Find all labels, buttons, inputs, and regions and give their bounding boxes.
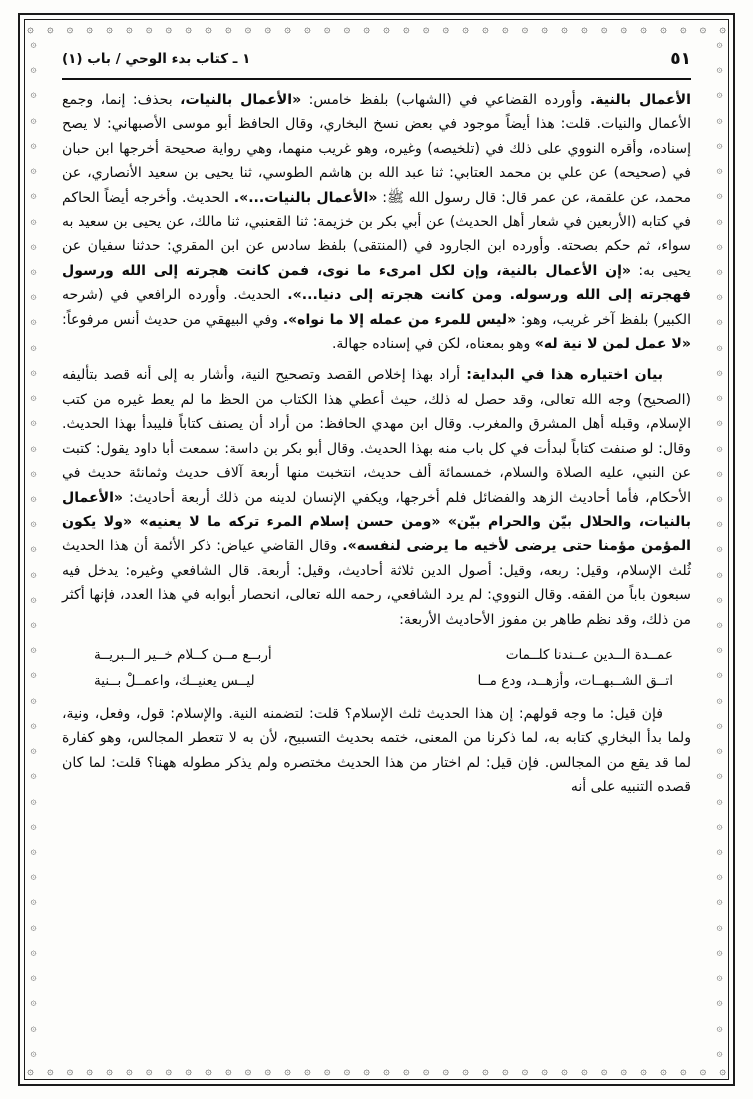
ornament-glyph: ۞	[600, 22, 608, 35]
ornamental-band-left	[26, 40, 41, 1059]
ornament-glyph: ۞	[30, 997, 37, 1009]
paragraph: الأعمال بالنية. وأورده القضاعي في (الشهاب) بلفظ خامس: «الأعمال بالنيات، بحذف: إنما، وجمع الأعمال والنيات. قلت: هذا أيضاً موجود في بعض نسخ البخاري، وقال الحافظ أبو موسى الأصبهاني: لا يصح إسناده، وأقره النووي على ذلك في (تلخيصه) وغيره، وهو غريب منهما، وهي رواية صحيحة أخرجها ابن حبان في (صحيحه) عن علي بن محمد العتابي: ثنا عبد الله بن هاشم الطوسي، ثنا يحيى بن سعيد الأنصاري، عن محمد، عن علقمة، عن عمر قال: قال رسول الله ﷺ: «الأعمال بالنيات...». الحديث. وأخرجه أيضاً الحاكم في كتابه (الأربعين في شعار أهل الحديث) عن أبي بكر بن خزيمة: ثنا القعنبي، ثنا مالك، عن يحيى بن سعيد به سواء، ثم حكم بصحته. وأورده ابن الجارود في (المنتقى) بلفظ سادس عن ابن المقري: حدثنا سفيان عن يحيى به: «إن الأعمال بالنية، وإن لكل امرىء ما نوى، فمن كانت هجرته إلى الله ورسول فهجرته إلى الله ورسوله. ومن كانت هجرته إلى دنيا...». الحديث. وأورده الرافعي في (شرحه الكبير) بلفظ آخر غريب، وهو: «ليس للمرء من عمله إلا ما نواه». وفي البيهقي من حديث أنس مرفوعاً: «لا عمل لمن لا نية له» وهو بمعناه، لكن في إسناده جهالة.	[62, 92, 692, 353]
ornament-glyph: ۞	[541, 1064, 548, 1077]
ornament-glyph: ۞	[145, 1064, 153, 1077]
ornament-glyph: ۞	[66, 1064, 74, 1077]
ornament-glyph: ۞	[442, 1064, 450, 1077]
ornament-glyph: ۞	[716, 719, 723, 731]
ornament-glyph: ۞	[30, 795, 37, 807]
ornament-glyph: ۞	[403, 22, 410, 35]
ornament-glyph: ۞	[716, 114, 723, 126]
ornament-glyph: ۞	[403, 1064, 410, 1077]
ornament-glyph: ۞	[165, 1064, 173, 1077]
ornament-glyph: ۞	[716, 745, 723, 757]
ornament-glyph: ۞	[640, 22, 647, 35]
ornament-glyph: ۞	[716, 215, 723, 227]
paragraph: فإن قيل: ما وجه قولهم: إن هذا الحديث ثلث الإسلام؟ قلت: لتضمنه النية. والإسلام: قول، وفعل، ونية، ولما بدأ البخاري كتابه به، لما ذكرنا من المعنى، ختمه بحديث التسبيح، لأن به لا تتعطر المجالس، وهو كفارة لما قد يقع من المجالس. فإن قيل: لم اختار من هذا الحديث مختصره ولم يذكر مطوله ههنا؟ قلت: لما كان قصده التنبيه على أنه	[62, 705, 691, 796]
page-header	[62, 44, 691, 74]
ornament-glyph: ۞	[716, 619, 723, 631]
ornament-glyph: ۞	[30, 165, 37, 177]
verse-hemistich-first: اتــق الشــبهــات، وأزهــد، ودع مــا	[477, 672, 673, 689]
ornament-glyph: ۞	[422, 22, 430, 35]
verse-block	[62, 642, 691, 694]
ornament-glyph: ۞	[30, 89, 37, 101]
ornament-glyph: ۞	[521, 1064, 529, 1077]
ornament-glyph: ۞	[145, 22, 153, 35]
ornament-glyph: ۞	[27, 1064, 34, 1077]
ornament-glyph: ۞	[284, 1064, 291, 1077]
ornament-glyph: ۞	[30, 745, 37, 757]
ornamental-band-bottom	[25, 1062, 728, 1079]
ornament-glyph: ۞	[716, 139, 723, 151]
ornament-glyph: ۞	[185, 22, 192, 35]
ornament-glyph: ۞	[66, 22, 74, 35]
ornament-glyph: ۞	[581, 22, 588, 35]
ornament-glyph: ۞	[30, 190, 37, 202]
ornament-glyph: ۞	[561, 1064, 568, 1077]
ornament-glyph: ۞	[284, 22, 291, 35]
ornament-glyph: ۞	[30, 871, 37, 883]
ornament-glyph: ۞	[620, 22, 628, 35]
ornament-glyph: ۞	[716, 40, 723, 50]
ornament-glyph: ۞	[716, 972, 723, 984]
ornament-glyph: ۞	[640, 1064, 647, 1077]
ornament-glyph: ۞	[343, 22, 351, 35]
ornament-glyph: ۞	[30, 820, 37, 832]
ornament-glyph: ۞	[30, 392, 37, 404]
ornament-glyph: ۞	[86, 1064, 93, 1077]
ornament-glyph: ۞	[716, 89, 723, 101]
page-body	[62, 88, 691, 1049]
ornament-glyph: ۞	[716, 921, 723, 933]
ornament-glyph: ۞	[716, 392, 723, 404]
ornament-glyph: ۞	[716, 997, 723, 1009]
ornament-glyph: ۞	[716, 593, 723, 605]
ornament-glyph: ۞	[660, 1064, 667, 1077]
ornament-glyph: ۞	[716, 669, 723, 681]
verse-hemistich-second: ليــس يعنيــك، واعمــلْ بــنية	[94, 672, 255, 689]
ornament-glyph: ۞	[716, 240, 723, 252]
ornament-glyph: ۞	[716, 1047, 723, 1059]
verse-hemistich-first: عمــدة الــدين عــندنا كلــمات	[505, 646, 673, 663]
ornament-glyph: ۞	[716, 190, 723, 202]
ornament-glyph: ۞	[422, 1064, 430, 1077]
ornament-glyph: ۞	[30, 593, 37, 605]
ornament-glyph: ۞	[716, 467, 723, 479]
ornament-glyph: ۞	[30, 467, 37, 479]
ornament-glyph: ۞	[30, 543, 37, 555]
ornament-glyph: ۞	[30, 568, 37, 580]
ornament-glyph: ۞	[716, 543, 723, 555]
ornament-glyph: ۞	[27, 22, 34, 35]
ornament-glyph: ۞	[165, 22, 173, 35]
ornament-glyph: ۞	[30, 240, 37, 252]
ornament-glyph: ۞	[716, 291, 723, 303]
ornament-glyph: ۞	[46, 22, 54, 35]
ornament-glyph: ۞	[185, 1064, 192, 1077]
ornament-glyph: ۞	[679, 22, 687, 35]
ornament-glyph: ۞	[30, 40, 37, 50]
ornament-glyph: ۞	[521, 22, 529, 35]
ornament-glyph: ۞	[716, 896, 723, 908]
ornament-glyph: ۞	[30, 291, 37, 303]
ornament-glyph: ۞	[30, 341, 37, 353]
ornamental-band-right	[712, 40, 727, 1059]
ornament-glyph: ۞	[716, 442, 723, 454]
ornament-glyph: ۞	[482, 1064, 489, 1077]
ornament-glyph: ۞	[343, 1064, 351, 1077]
paragraph: بيان اختياره هذا في البداية: أراد بهذا إخلاص القصد وتصحيح النية، وأشار به إلى أنه قصد بتأليفه (الصحيح) وجه الله تعالى، وقد حصل له ذلك، حيث أعطي هذا الكتاب من الحظ ما لم يعط غيره من كتب الإسلام، وقبله أهل المشرق والمغرب. وقال ابن مهدي الحافظ: من أراد أن يصنف كتاباً فليبدأ بهذا الحديث. وقال: لو صنفت كتاباً لبدأت في كل باب منه بهذا الحديث. وقال أبو بكر بن داسة: سمعت أبا داود يقول: كتبت عن النبي، عليه الصلاة والسلام، خمسمائة ألف حديث، انتخبت منها أربعة آلاف حديث وثمانئة حديث في الأحكام، فأما أحاديث الزهد والفضائل فلم أخرجها، ويكفي الإنسان لدينه من ذلك أربعة أحاديث: «الأعمال بالنيات، والحلال بيّن والحرام بيّن» «ومن حسن إسلام المرء تركه ما لا يعنيه» «ولا يكون المؤمن مؤمنا حتى يرضى لأخيه ما يرضى لنفسه». وقال القاضي عياض: ذكر الأئمة أن هذا الحديث ثُلث الإسلام، وقيل: ربعه، وقيل: أصول الدين ثلاثة أحاديث، وقيل: أربعة. قال الشافعي وغيره: يدخل فيه سبعون باباً من الفقه. وقال النووي: لم يرد الشافعي، رحمه الله تعالى، انحصار أبوابه في هذا العدد، فإنها أكثر من ذلك، وقد نظم طاهر بن مفوز الأحاديث الأربعة:	[62, 367, 691, 628]
ornament-glyph: ۞	[600, 1064, 608, 1077]
ornament-glyph: ۞	[716, 795, 723, 807]
ornament-glyph: ۞	[30, 669, 37, 681]
ornament-glyph: ۞	[264, 22, 272, 35]
ornament-glyph: ۞	[30, 644, 37, 656]
verse-line	[72, 642, 681, 668]
ornamental-band-top	[25, 20, 728, 37]
chapter-title: ١ ـ كتاب بدء الوحي / باب (١)	[62, 51, 251, 67]
ornament-glyph: ۞	[581, 1064, 588, 1077]
ornament-glyph: ۞	[30, 492, 37, 504]
ornament-glyph: ۞	[716, 846, 723, 857]
ornament-glyph: ۞	[86, 22, 93, 35]
ornament-glyph: ۞	[30, 946, 37, 958]
ornament-glyph: ۞	[363, 22, 370, 35]
ornament-glyph: ۞	[30, 114, 37, 126]
ornament-glyph: ۞	[699, 22, 707, 35]
ornament-glyph: ۞	[716, 341, 723, 353]
ornament-glyph: ۞	[716, 492, 723, 504]
ornament-glyph: ۞	[699, 1064, 707, 1077]
ornament-glyph: ۞	[541, 22, 548, 35]
ornament-glyph: ۞	[501, 1064, 509, 1077]
ornament-glyph: ۞	[304, 1064, 311, 1077]
ornament-glyph: ۞	[30, 694, 37, 706]
ornament-glyph: ۞	[30, 1022, 37, 1034]
ornament-glyph: ۞	[126, 22, 133, 35]
ornament-glyph: ۞	[225, 22, 232, 35]
ornament-glyph: ۞	[561, 22, 568, 35]
ornament-glyph: ۞	[716, 871, 723, 883]
verse-hemistich-second: أربــع مــن كــلام خــير الــبريــة	[94, 646, 272, 663]
ornament-glyph: ۞	[264, 1064, 272, 1077]
ornament-glyph: ۞	[323, 22, 331, 35]
ornament-glyph: ۞	[30, 972, 37, 984]
ornament-glyph: ۞	[304, 22, 311, 35]
ornament-glyph: ۞	[716, 568, 723, 580]
ornament-glyph: ۞	[462, 22, 469, 35]
ornament-glyph: ۞	[126, 1064, 133, 1077]
page-number: ٥١	[670, 49, 691, 69]
ornament-glyph: ۞	[106, 22, 113, 35]
ornament-glyph: ۞	[225, 1064, 232, 1077]
ornament-glyph: ۞	[719, 22, 726, 35]
ornament-glyph: ۞	[30, 442, 37, 454]
ornament-glyph: ۞	[716, 417, 723, 429]
ornament-glyph: ۞	[442, 22, 450, 35]
ornament-glyph: ۞	[244, 1064, 252, 1077]
ornament-glyph: ۞	[30, 846, 37, 857]
ornament-glyph: ۞	[30, 366, 37, 378]
ornament-glyph: ۞	[383, 1064, 390, 1077]
ornament-glyph: ۞	[716, 64, 723, 76]
ornament-glyph: ۞	[383, 22, 390, 35]
ornament-glyph: ۞	[716, 644, 723, 656]
ornament-glyph: ۞	[716, 1022, 723, 1034]
ornament-glyph: ۞	[716, 316, 723, 328]
ornament-glyph: ۞	[716, 518, 723, 530]
ornament-glyph: ۞	[716, 265, 723, 277]
ornament-glyph: ۞	[716, 694, 723, 706]
ornament-glyph: ۞	[106, 1064, 113, 1077]
ornament-glyph: ۞	[205, 22, 212, 35]
ornament-glyph: ۞	[30, 417, 37, 429]
ornament-glyph: ۞	[30, 265, 37, 277]
ornament-glyph: ۞	[244, 22, 252, 35]
ornament-glyph: ۞	[482, 22, 489, 35]
ornament-glyph: ۞	[679, 1064, 687, 1077]
ornament-glyph: ۞	[719, 1064, 726, 1077]
ornament-glyph: ۞	[716, 820, 723, 832]
ornament-glyph: ۞	[30, 1047, 37, 1059]
ornament-glyph: ۞	[363, 1064, 370, 1077]
ornament-glyph: ۞	[30, 770, 37, 782]
ornament-glyph: ۞	[30, 518, 37, 530]
ornament-glyph: ۞	[716, 366, 723, 378]
ornament-glyph: ۞	[716, 165, 723, 177]
ornament-glyph: ۞	[620, 1064, 628, 1077]
ornament-glyph: ۞	[30, 921, 37, 933]
ornament-glyph: ۞	[30, 619, 37, 631]
ornament-glyph: ۞	[716, 770, 723, 782]
ornament-glyph: ۞	[716, 946, 723, 958]
ornament-glyph: ۞	[501, 22, 509, 35]
ornament-glyph: ۞	[205, 1064, 212, 1077]
ornament-glyph: ۞	[30, 316, 37, 328]
ornament-glyph: ۞	[660, 22, 667, 35]
ornament-glyph: ۞	[30, 139, 37, 151]
ornament-glyph: ۞	[323, 1064, 331, 1077]
ornament-glyph: ۞	[30, 64, 37, 76]
verse-line	[72, 668, 681, 694]
header-rule	[62, 78, 691, 80]
ornament-glyph: ۞	[462, 1064, 469, 1077]
ornament-glyph: ۞	[46, 1064, 54, 1077]
ornament-glyph: ۞	[30, 215, 37, 227]
ornament-glyph: ۞	[30, 719, 37, 731]
ornament-glyph: ۞	[30, 896, 37, 908]
